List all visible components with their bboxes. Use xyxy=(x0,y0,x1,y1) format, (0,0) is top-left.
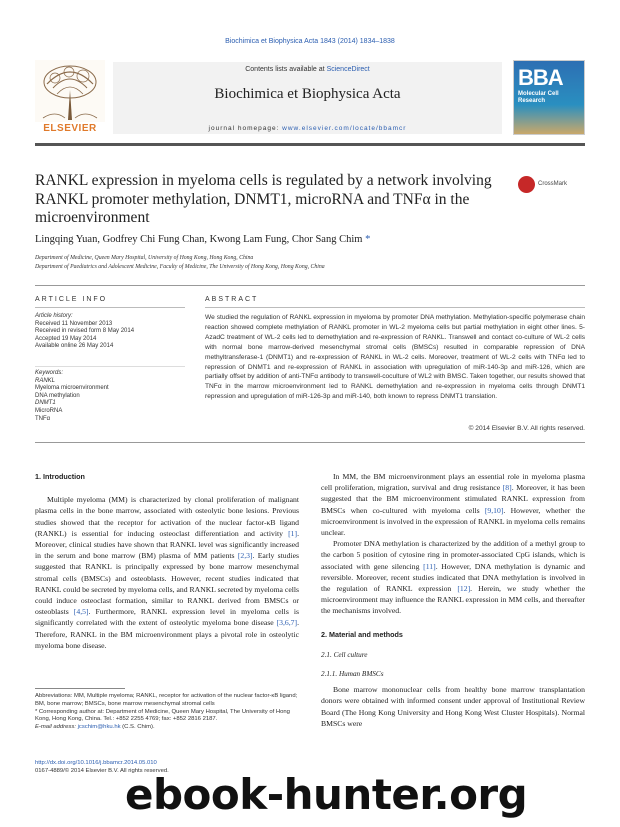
article-info-rule xyxy=(35,307,185,308)
article-history xyxy=(35,313,185,351)
subsubsection-human-bmscs: 2.1.1. Human BMSCs xyxy=(321,670,384,679)
journal-title: Biochimica et Biophysica Acta xyxy=(214,86,401,102)
email-footnote: E-mail address: jcschim@hku.hk (C.S. Chim). xyxy=(35,724,155,731)
citation-link[interactable]: [3,6,7] xyxy=(276,618,298,628)
header-rule xyxy=(35,143,585,146)
homepage-prefix: journal homepage: xyxy=(208,125,283,132)
crossmark-icon xyxy=(518,176,535,193)
email-link[interactable]: jcschim@hku.hk xyxy=(77,724,121,731)
history-label: Article history: xyxy=(35,313,73,319)
keywords-label: Keywords: xyxy=(35,370,64,376)
citation-link[interactable]: [11] xyxy=(423,561,436,571)
sciencedirect-link[interactable]: ScienceDirect xyxy=(326,66,370,73)
abstract-rule xyxy=(205,307,585,308)
doi-link[interactable]: http://dx.doi.org/10.1016/j.bbamcr.2014.05.010 xyxy=(35,760,157,766)
elsevier-wordmark: ELSEVIER xyxy=(43,123,97,134)
abstract-bottom-rule xyxy=(35,442,585,443)
cover-subtitle: Molecular Cell Research xyxy=(518,91,559,104)
footnote-rule xyxy=(35,688,125,689)
contents-line xyxy=(113,66,502,73)
citation-link[interactable]: [8] xyxy=(502,483,512,493)
issn-line: 0167-4889/© 2014 Elsevier B.V. All rights reserved. xyxy=(35,767,169,774)
keyword-3: DNA methylation xyxy=(35,392,80,399)
right-column xyxy=(321,471,585,729)
history-received: Received 11 November 2013 xyxy=(35,320,113,327)
left-column xyxy=(35,471,299,651)
history-revised: Received in revised form 8 May 2014 xyxy=(35,328,135,335)
cover-letters: BBA xyxy=(518,65,563,90)
keywords-block xyxy=(35,370,185,423)
history-accepted: Accepted 19 May 2014 xyxy=(35,335,97,342)
keyword-6: TNFα xyxy=(35,415,51,422)
keyword-2: Myeloma microenvironment xyxy=(35,385,109,392)
watermark-text: ebook-hunter.org xyxy=(125,770,528,819)
divider xyxy=(35,285,585,286)
keywords-rule xyxy=(35,366,185,367)
article-info-heading: ARTICLE INFO xyxy=(35,296,108,303)
crossmark-label: CrossMark xyxy=(538,181,568,187)
corresponding-author-mark[interactable]: * xyxy=(365,234,371,245)
intro-paragraph-1: Multiple myeloma (MM) is characterized by clonal proliferation of malignant plasma cells in the bone marrow, associated with osteolytic bone lesions. Previous studies showed that the receptor for activation of the nuclear factor-κB ligand (RANKL) is essential for inducing osteoclast differentiation and activity [1]. Moreover, clinical studies have shown that RANKL level was significantly increased in the serum and bone marrow (BM) plasma of MM patients [2,3]. Early studies suggested that RANKL is principally expressed by bone marrow mesenchymal stromal cells (BMSCs) and osteoblasts. However, recent studies indicated that RANKL could be secreted by myeloma cells, and RANKL secreted by myeloma cells could induce osteoclast formation, similar to RANKL derived from BMSCs or osteoblasts [4,5]. Furthermore, RANKL expression level in myeloma cells is significantly correlated with the extent of osteolytic myeloma bone disease [3,6,7]. Therefore, RANKL in the BM microenvironment plays a pivotal role in osteolytic myeloma bone disease. xyxy=(35,495,299,650)
contents-prefix: Contents lists available at xyxy=(245,66,327,73)
history-online: Available online 26 May 2014 xyxy=(35,343,114,350)
author-names: Lingqing Yuan, Godfrey Chi Fung Chan, Kwong Lam Fung, Chor Sang Chim xyxy=(35,234,363,245)
affiliation-2: Department of Paediatrics and Adolescent Medicine, Faculty of Medicine, The University of Hong Kong, Hong Kong, China xyxy=(35,264,325,270)
author-list xyxy=(35,234,585,245)
intro-paragraph-2: In MM, the BM microenvironment plays an essential role in myeloma plasma cell proliferation, migration, survival and drug resistance [8]. Moreover, it has been suggested that the BM microenvironment stimulated RANKL expression from BMSCs when co-cultured with myeloma cells [9,10]. However, whether the microenvironment is involved in the expression of RANKL in myeloma cells remains unclear. xyxy=(321,472,585,538)
keyword-1: RANKL xyxy=(35,377,56,384)
abstract-heading: ABSTRACT xyxy=(205,296,259,303)
section-heading-methods: 2. Material and methods xyxy=(321,629,403,639)
keyword-4: DNMT1 xyxy=(35,400,56,407)
affiliation-1: Department of Medicine, Queen Mary Hospital, University of Hong Kong, Hong Kong, China xyxy=(35,255,254,261)
footnotes xyxy=(35,693,299,732)
running-head: Biochimica et Biophysica Acta 1843 (2014) 1834–1838 xyxy=(225,38,395,45)
copyright-line: © 2014 Elsevier B.V. All rights reserved. xyxy=(468,425,585,432)
homepage-line xyxy=(113,125,502,132)
abbreviations-footnote: Abbreviations: MM, Multiple myeloma; RANKL, receptor for activation of the nuclear factor-κB ligand; BM, bone marrow; BMSCs, bone marrow mesenchymal stromal cells xyxy=(35,693,298,707)
citation-link[interactable]: [12] xyxy=(457,584,471,594)
section-heading-introduction: 1. Introduction xyxy=(35,472,85,481)
homepage-link[interactable]: www.elsevier.com/locate/bbamcr xyxy=(282,125,407,132)
corresponding-footnote: * Corresponding author at: Department of Medicine, Queen Mary Hospital, The University of Hong Kong, Hong Kong, China. Tel.: +852 2255 4769; fax: +852 2816 2187. xyxy=(35,708,290,723)
citation-link[interactable]: [1] xyxy=(288,528,298,538)
paper-title: RANKL expression in myeloma cells is regulated by a network involving RANKL promoter methylation, DNMT1, microRNA and TNFα in the microenvironment xyxy=(35,172,492,226)
intro-paragraph-3: Promoter DNA methylation is characterized by the addition of a methyl group to the carbon 5 position of cytosine ring in promoter-associated CpG islands, which is associated with gene silencing [11]. However, DNA methylation is dynamic and reversible. Moreover, recent studies indicated that DNA methylation is involved in the regulation of RANKL expression [12]. Herein, we study whether the microenvironment may influence the RANKL expression in MM cells, and thereafter the mechanisms involved. xyxy=(321,539,585,616)
methods-paragraph-1: Bone marrow mononuclear cells from healthy bone marrow transplantation donors were obtained with informed consent under approval of Institutional Review Board (The Hong Kong University and Hong Kong West Cluster Hospitals). Normal BMSCs were xyxy=(321,685,585,728)
keyword-5: MicroRNA xyxy=(35,407,63,414)
citation-link[interactable]: [4,5] xyxy=(73,607,89,617)
citation-link[interactable]: [2,3] xyxy=(237,551,253,561)
citation-link[interactable]: [9,10] xyxy=(484,505,504,515)
abstract-text: We studied the regulation of RANKL expression in myeloma by promoter DNA methylation. Methylation-specific polymerase chain reaction showed complete methylation of RANKL promoter in WL-2 myeloma cells but partial methylation in eight other lines. 5-AzadC treatment of WL-2 cells led to demethylation and re-expression of RANKL. Transwell and contact co-culture of WL-2 cells with normal bone marrow-derived mesenchymal stromal cells (BMSCs) resulted in comparable repression of DNA methyltransferase-1 (DNMT1) and re-expression of RANKL in WL-2 cells. Moreover, treatment of WL-2 cells with TNFα led to repression of DNMT1 and re-expression of RANKL in association with upregulation of miR-140-3p and miR-126, which are partially offset by addition of anti-TNFα antibody to transwell-coculture of WL2 with BMSC. Taken together, our results showed that TNFα in the marrow microenvironment led to RANKL demethylation and re-expression in myeloma cells through DNMT1 repression and upregulation of miR-126-3p and miR-140, both known to repress DNMT1 translation. xyxy=(205,314,585,401)
elsevier-tree-icon xyxy=(35,60,105,122)
subsection-cell-culture: 2.1. Cell culture xyxy=(321,650,368,659)
journal-cover[interactable] xyxy=(513,60,585,135)
